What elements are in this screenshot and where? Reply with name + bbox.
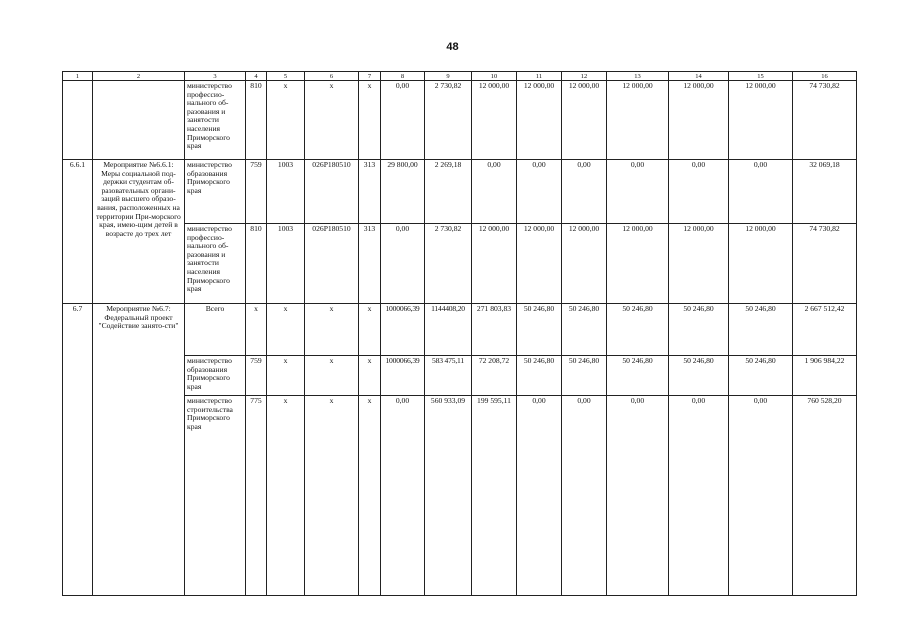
total-cell: 1 906 984,22	[793, 356, 857, 396]
code-cell: х	[359, 304, 381, 356]
column-number: 4	[246, 72, 267, 81]
code-cell: 026P180510	[305, 160, 359, 224]
code-cell: 026P180510	[305, 224, 359, 304]
code-cell: х	[359, 81, 381, 160]
amount-cell: 12 000,00	[562, 81, 607, 160]
column-number: 11	[517, 72, 562, 81]
code-cell: х	[305, 396, 359, 596]
code-cell: х	[359, 396, 381, 596]
code-cell: 810	[246, 224, 267, 304]
amount-cell: 0,00	[381, 224, 425, 304]
amount-cell: 199 595,11	[472, 396, 517, 596]
code-cell: х	[267, 304, 305, 356]
code-cell: 1003	[267, 224, 305, 304]
executor-cell: министерство строительства Приморского края	[185, 396, 246, 596]
executor-cell: министерство профессио-нального об-разования и занятости населения Приморского края	[185, 81, 246, 160]
amount-cell: 50 246,80	[607, 356, 669, 396]
amount-cell: 12 000,00	[562, 224, 607, 304]
column-number: 2	[93, 72, 185, 81]
code-cell: х	[305, 356, 359, 396]
column-number: 6	[305, 72, 359, 81]
amount-cell: 2 730,82	[425, 224, 472, 304]
amount-cell: 0,00	[517, 396, 562, 596]
total-cell: 74 730,82	[793, 224, 857, 304]
executor-cell: министерство образования Приморского края	[185, 356, 246, 396]
table-row	[63, 304, 857, 356]
amount-cell: 50 246,80	[517, 356, 562, 396]
amount-cell: 0,00	[729, 396, 793, 596]
code-cell: 313	[359, 224, 381, 304]
total-cell: 760 528,20	[793, 396, 857, 596]
table-row	[63, 81, 857, 160]
amount-cell: 0,00	[607, 160, 669, 224]
column-number: 13	[607, 72, 669, 81]
column-number: 10	[472, 72, 517, 81]
total-cell: 32 069,18	[793, 160, 857, 224]
amount-cell: 12 000,00	[669, 81, 729, 160]
amount-cell: 0,00	[729, 160, 793, 224]
amount-cell: 0,00	[669, 396, 729, 596]
amount-cell: 560 933,09	[425, 396, 472, 596]
amount-cell: 271 803,83	[472, 304, 517, 356]
amount-cell: 1000066,39	[381, 356, 425, 396]
budget-table	[62, 71, 857, 596]
column-number: 5	[267, 72, 305, 81]
executor-cell: Всего	[185, 304, 246, 356]
amount-cell: 0,00	[669, 160, 729, 224]
total-cell: 74 730,82	[793, 81, 857, 160]
amount-cell: 0,00	[381, 396, 425, 596]
column-number: 15	[729, 72, 793, 81]
column-number-row	[63, 72, 857, 81]
executor-cell: министерство профессио-нального об-разования и занятости населения Приморского края	[185, 224, 246, 304]
amount-cell: 0,00	[472, 160, 517, 224]
code-cell: х	[359, 356, 381, 396]
amount-cell: 1144408,20	[425, 304, 472, 356]
amount-cell: 0,00	[517, 160, 562, 224]
amount-cell: 0,00	[381, 81, 425, 160]
code-cell: 1003	[267, 160, 305, 224]
column-number: 12	[562, 72, 607, 81]
amount-cell: 12 000,00	[472, 81, 517, 160]
column-number: 14	[669, 72, 729, 81]
amount-cell: 50 246,80	[729, 356, 793, 396]
amount-cell: 12 000,00	[669, 224, 729, 304]
amount-cell: 50 246,80	[607, 304, 669, 356]
column-number: 1	[63, 72, 93, 81]
amount-cell: 12 000,00	[517, 224, 562, 304]
item-name-cell: Мероприятие №6.6.1: Меры социальной под-держки студентам об-разовательных органи-заций высшего образо-вания, расположенных на территории При-морского края, имею-щим детей в возрасте до трех лет	[93, 160, 185, 304]
code-cell: 313	[359, 160, 381, 224]
code-cell: 810	[246, 81, 267, 160]
column-number: 9	[425, 72, 472, 81]
column-number: 3	[185, 72, 246, 81]
amount-cell: 50 246,80	[517, 304, 562, 356]
amount-cell: 12 000,00	[729, 81, 793, 160]
amount-cell: 0,00	[562, 160, 607, 224]
amount-cell: 12 000,00	[607, 81, 669, 160]
code-cell: х	[246, 304, 267, 356]
column-number: 7	[359, 72, 381, 81]
code-cell: 775	[246, 396, 267, 596]
page-number: 48	[446, 41, 459, 53]
amount-cell: 29 800,00	[381, 160, 425, 224]
total-cell: 2 667 512,42	[793, 304, 857, 356]
amount-cell: 12 000,00	[517, 81, 562, 160]
code-cell: 759	[246, 160, 267, 224]
code-cell: х	[267, 356, 305, 396]
code-cell: х	[305, 81, 359, 160]
amount-cell: 50 246,80	[729, 304, 793, 356]
code-cell: 759	[246, 356, 267, 396]
amount-cell: 50 246,80	[562, 304, 607, 356]
amount-cell: 0,00	[607, 396, 669, 596]
amount-cell: 50 246,80	[562, 356, 607, 396]
code-cell: х	[305, 304, 359, 356]
table-row	[63, 160, 857, 224]
amount-cell: 12 000,00	[472, 224, 517, 304]
item-number-cell: 6.7	[63, 304, 93, 596]
amount-cell: 1000066,39	[381, 304, 425, 356]
column-number: 8	[381, 72, 425, 81]
amount-cell: 72 208,72	[472, 356, 517, 396]
column-number: 16	[793, 72, 857, 81]
amount-cell: 0,00	[562, 396, 607, 596]
item-name-cell	[93, 81, 185, 160]
amount-cell: 2 730,82	[425, 81, 472, 160]
amount-cell: 12 000,00	[729, 224, 793, 304]
code-cell: х	[267, 396, 305, 596]
code-cell: х	[267, 81, 305, 160]
item-number-cell	[63, 81, 93, 160]
amount-cell: 583 475,11	[425, 356, 472, 396]
amount-cell: 50 246,80	[669, 356, 729, 396]
amount-cell: 2 269,18	[425, 160, 472, 224]
amount-cell: 50 246,80	[669, 304, 729, 356]
amount-cell: 12 000,00	[607, 224, 669, 304]
item-number-cell: 6.6.1	[63, 160, 93, 304]
executor-cell: министерство образования Приморского края	[185, 160, 246, 224]
item-name-cell: Мероприятие №6.7: Федеральный проект "Содействие занято-сти"	[93, 304, 185, 596]
